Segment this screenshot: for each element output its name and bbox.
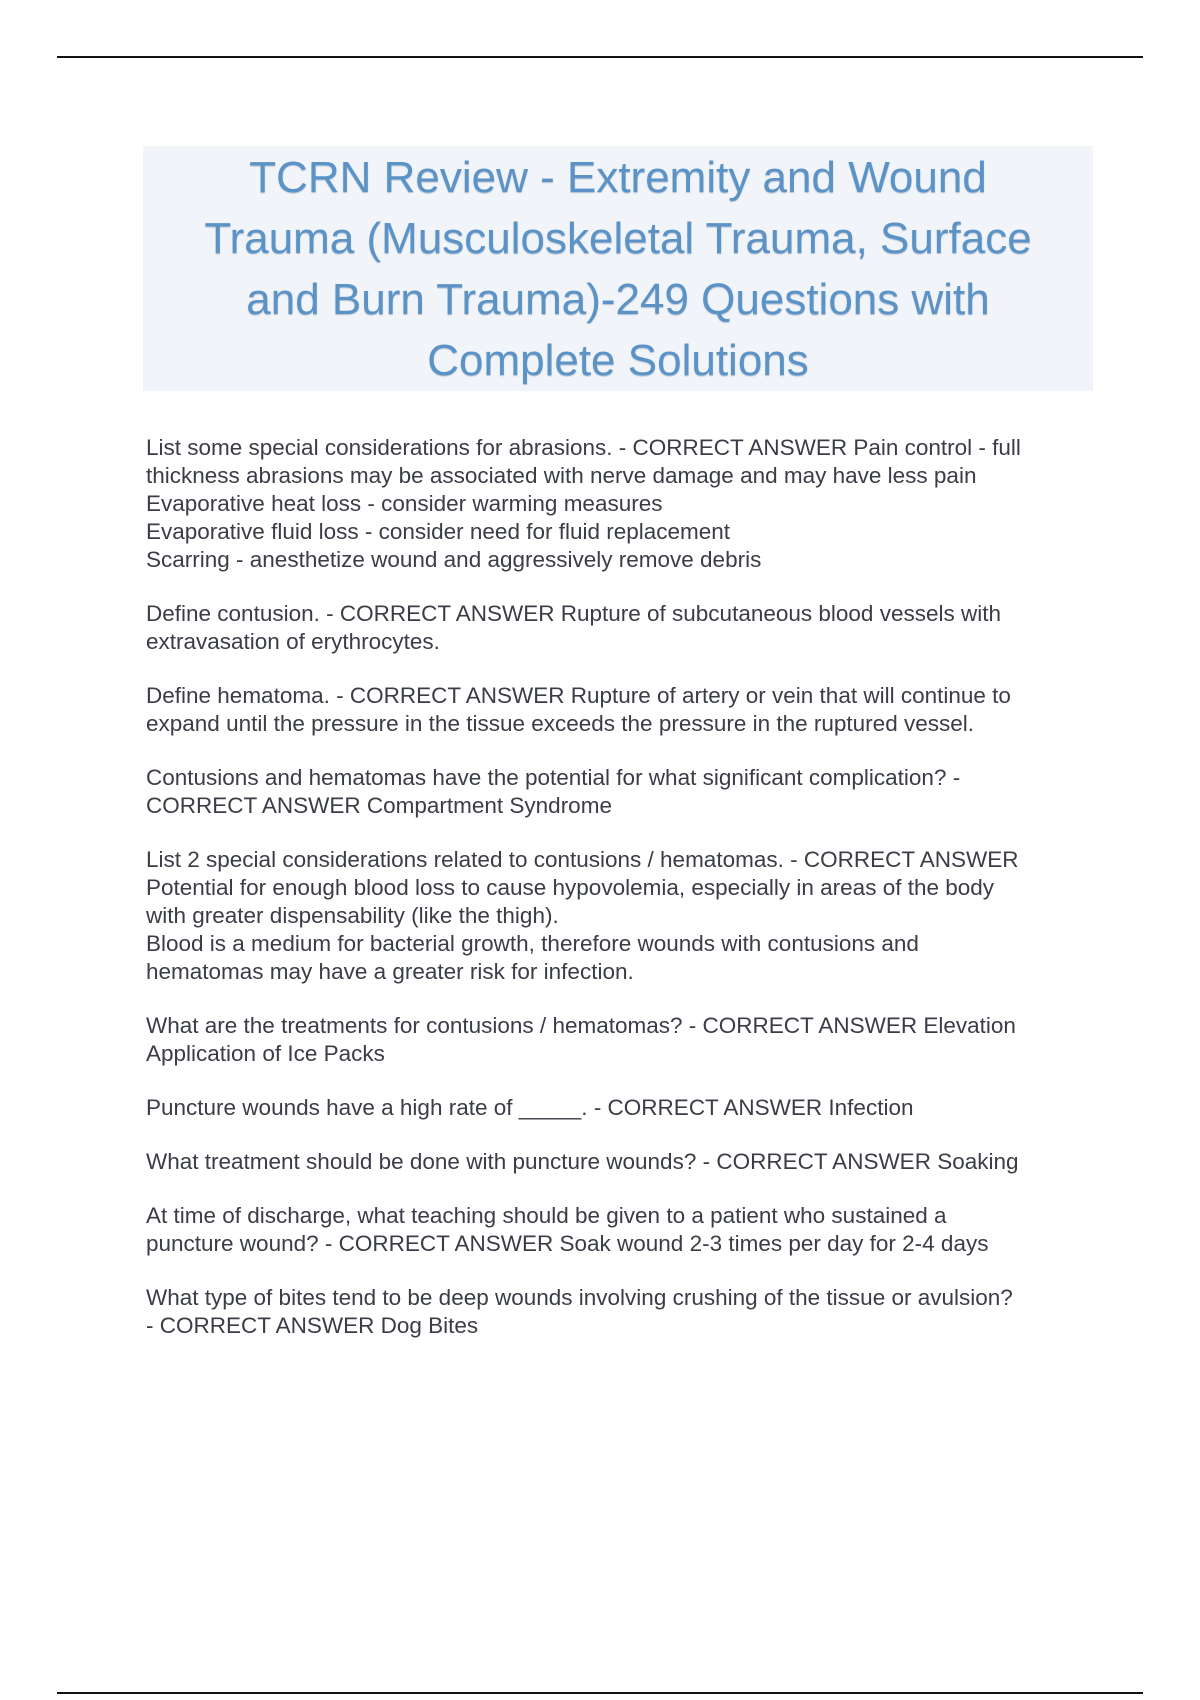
qa-entry-complication [146,764,1092,820]
title-line: and Burn Trauma)-249 Questions with [246,274,990,324]
qa-line: extravasation of erythrocytes. [146,629,440,654]
qa-entry-contusion [146,600,1092,656]
qa-entry-abrasions [146,434,1092,574]
qa-line: CORRECT ANSWER Compartment Syndrome [146,793,612,818]
qa-line: At time of discharge, what teaching should be given to a patient who sustained a [146,1203,947,1228]
qa-list [146,434,1092,1366]
qa-line: Puncture wounds have a high rate of _____. - CORRECT ANSWER Infection [146,1095,914,1120]
qa-line: - CORRECT ANSWER Dog Bites [146,1313,479,1338]
title-line: TCRN Review - Extremity and Wound [249,152,987,202]
title-line: Trauma (Musculoskeletal Trauma, Surface [204,213,1032,263]
qa-line: hematomas may have a greater risk for infection. [146,959,634,984]
qa-line: List some special considerations for abrasions. - CORRECT ANSWER Pain control - full [146,435,1021,460]
qa-entry-puncture-treatment [146,1148,1092,1176]
qa-line: What treatment should be done with puncture wounds? - CORRECT ANSWER Soaking [146,1149,1019,1174]
qa-line: Evaporative heat loss - consider warming measures [146,491,663,516]
qa-line: thickness abrasions may be associated with nerve damage and may have less pain [146,463,977,488]
qa-entry-treatments [146,1012,1092,1068]
qa-line: Application of Ice Packs [146,1041,385,1066]
qa-line: List 2 special considerations related to contusions / hematomas. - CORRECT ANSWER [146,847,1019,872]
qa-line: What are the treatments for contusions / hematomas? - CORRECT ANSWER Elevation [146,1013,1016,1038]
qa-line: What type of bites tend to be deep wounds involving crushing of the tissue or avulsion? [146,1285,1013,1310]
qa-line: puncture wound? - CORRECT ANSWER Soak wound 2-3 times per day for 2-4 days [146,1231,989,1256]
qa-line: Potential for enough blood loss to cause hypovolemia, especially in areas of the body [146,875,995,900]
qa-line: Define contusion. - CORRECT ANSWER Rupture of subcutaneous blood vessels with [146,601,1001,626]
qa-entry-special-considerations [146,846,1092,986]
qa-entry-puncture-infection [146,1094,1092,1122]
qa-line: Blood is a medium for bacterial growth, therefore wounds with contusions and [146,931,919,956]
qa-entry-discharge-teaching [146,1202,1092,1258]
qa-line: Define hematoma. - CORRECT ANSWER Rupture of artery or vein that will continue to [146,683,1011,708]
qa-line: Contusions and hematomas have the potential for what significant complication? - [146,765,961,790]
title-line: Complete Solutions [427,335,809,385]
qa-line: Evaporative fluid loss - consider need for fluid replacement [146,519,731,544]
document-title-block [143,146,1093,391]
qa-entry-hematoma [146,682,1092,738]
header-rule [57,56,1143,58]
qa-line: Scarring - anesthetize wound and aggressively remove debris [146,547,762,572]
qa-entry-bites [146,1284,1092,1340]
footer-rule [57,1692,1143,1694]
qa-line: with greater dispensability (like the thigh). [146,903,559,928]
qa-line: expand until the pressure in the tissue exceeds the pressure in the ruptured vessel. [146,711,974,736]
